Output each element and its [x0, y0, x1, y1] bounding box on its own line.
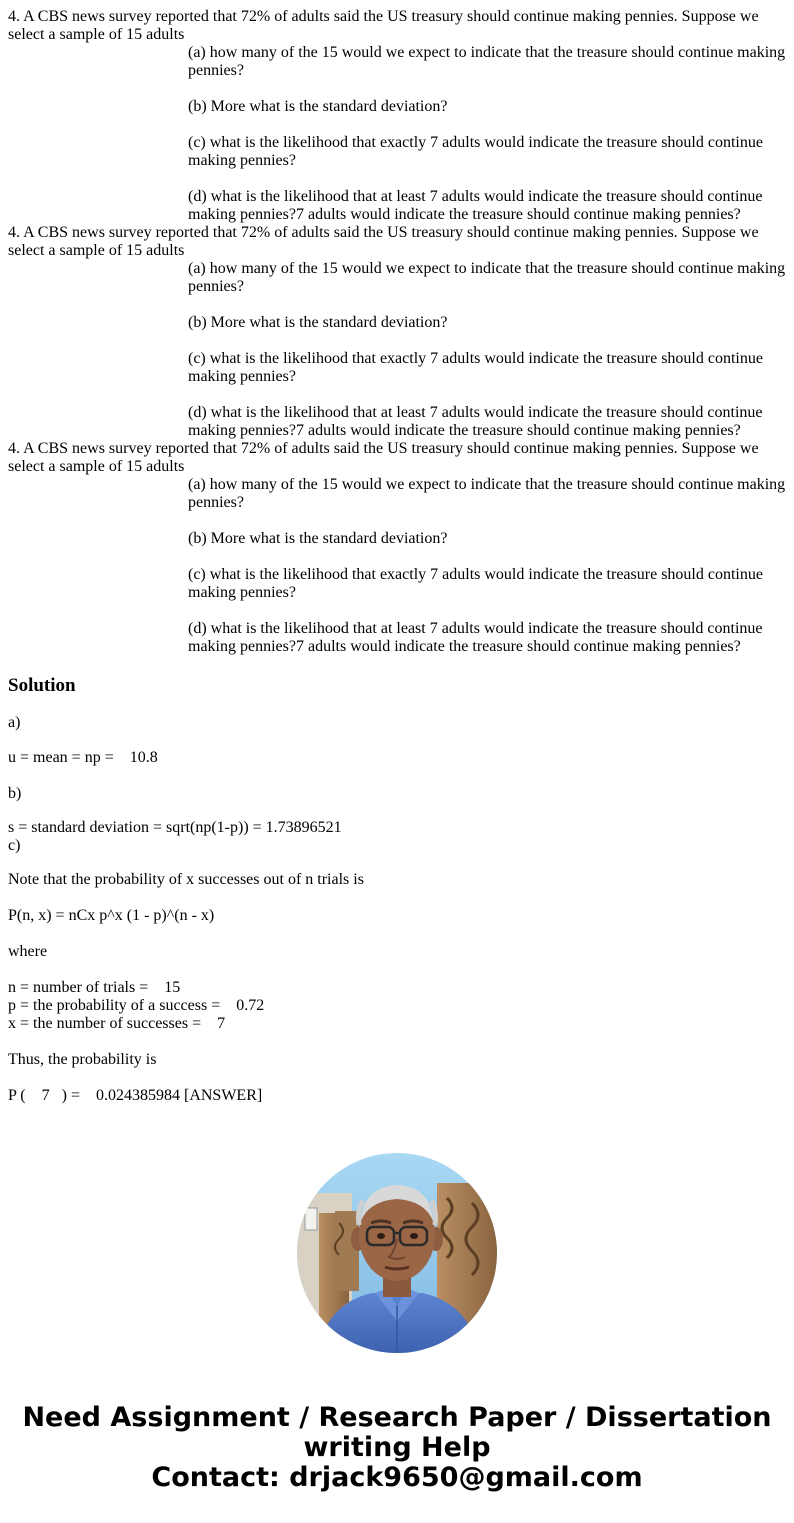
question-block: [8, 8, 788, 224]
part-a-label: a): [8, 714, 21, 731]
thus-line: Thus, the probability is: [8, 1051, 157, 1068]
banner-line-2: writing Help: [303, 1432, 491, 1463]
successes-line: x = the number of successes = 7: [8, 1015, 226, 1032]
question-part-b: (b) More what is the standard deviation?: [188, 314, 448, 331]
where-line: where: [8, 943, 48, 960]
solution-section: [8, 675, 788, 1104]
question-stem: 4. A CBS news survey reported that 72% of adults said the US treasury should continue making pennies. Suppose we select a sample of 15 adults: [8, 8, 759, 43]
std-dev-line: s = standard deviation = sqrt(np(1-p)) = 1.73896521: [8, 819, 342, 836]
question-stem: 4. A CBS news survey reported that 72% of adults said the US treasury should continue making pennies. Suppose we select a sample of 15 adults: [8, 224, 759, 259]
question-part-b: (b) More what is the standard deviation?: [188, 530, 448, 547]
question-part-c: (c) what is the likelihood that exactly 7 adults would indicate the treasure should continue making pennies?: [188, 350, 763, 385]
solution-heading: Solution: [8, 675, 76, 696]
question-parts: [188, 476, 788, 656]
question-part-a: (a) how many of the 15 would we expect to indicate that the treasure should continue making pennies?: [188, 44, 786, 79]
question-part-d: (d) what is the likelihood that at least 7 adults would indicate the treasure should continue making pennies?7 adults would indicate the treasure should continue making pennies?: [188, 404, 763, 439]
part-c-label: c): [8, 837, 21, 854]
part-b-label: b): [8, 785, 22, 802]
question-block: [8, 440, 788, 656]
tutor-photo-illustration: [297, 1153, 497, 1353]
question-part-c: (c) what is the likelihood that exactly 7 adults would indicate the treasure should continue making pennies?: [188, 134, 763, 169]
question-part-c: (c) what is the likelihood that exactly 7 adults would indicate the treasure should continue making pennies?: [188, 566, 763, 601]
mean-line: u = mean = np = 10.8: [8, 749, 158, 766]
question-parts: [188, 44, 788, 224]
question-block: [8, 224, 788, 440]
binomial-note-line: Note that the probability of x successes out of n trials is: [8, 871, 364, 888]
contact-email: Contact: drjack9650@gmail.com: [151, 1462, 643, 1493]
trials-line: n = number of trials = 15: [8, 979, 181, 996]
help-contact-banner: [0, 1403, 794, 1493]
question-stem: 4. A CBS news survey reported that 72% of adults said the US treasury should continue making pennies. Suppose we select a sample of 15 adults: [8, 440, 759, 475]
question-part-a: (a) how many of the 15 would we expect to indicate that the treasure should continue making pennies?: [188, 476, 786, 511]
banner-line-1: Need Assignment / Research Paper / Dissertation: [22, 1402, 772, 1433]
answer-line: P ( 7 ) = 0.024385984 [ANSWER]: [8, 1087, 263, 1104]
question-part-d: (d) what is the likelihood that at least 7 adults would indicate the treasure should continue making pennies?7 adults would indicate the treasure should continue making pennies?: [188, 188, 763, 223]
tutor-photo-avatar: [297, 1153, 497, 1353]
question-parts: [188, 260, 788, 440]
success-probability-line: p = the probability of a success = 0.72: [8, 997, 265, 1014]
binomial-formula-line: P(n, x) = nCx p^x (1 - p)^(n - x): [8, 907, 215, 924]
question-part-a: (a) how many of the 15 would we expect to indicate that the treasure should continue making pennies?: [188, 260, 786, 295]
question-part-b: (b) More what is the standard deviation?: [188, 98, 448, 115]
question-part-d: (d) what is the likelihood that at least 7 adults would indicate the treasure should continue making pennies?7 adults would indicate the treasure should continue making pennies?: [188, 620, 763, 655]
